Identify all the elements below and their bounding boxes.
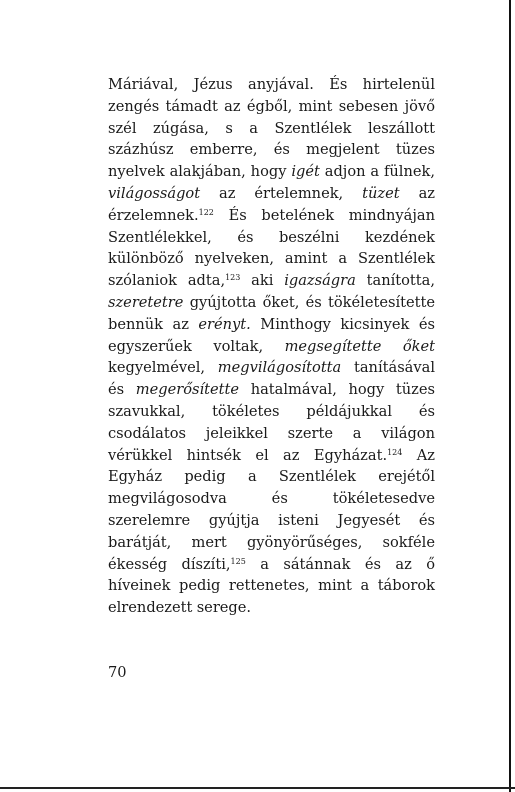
text-run: És betelének mindnyájan Szentlélekkel, és beszélni kezdének különböző nyelveken, amint a Szentlélek szólaniok adta, <box>108 206 435 290</box>
page-edge-right <box>509 0 511 792</box>
footnote-ref: 124 <box>387 447 403 457</box>
italic-run: tüzet <box>362 184 400 202</box>
page-number: 70 <box>108 664 127 681</box>
text-run: tanításával és <box>108 359 435 399</box>
text-run: a sátánnak és az ő híveinek pedig rettenetes, mint a táborok elrendezett serege. <box>108 555 435 617</box>
italic-run: megerősítette <box>135 381 240 399</box>
text-run: Minthogy kicsinyek és egyszerűek voltak, <box>108 315 435 355</box>
footnote-ref: 125 <box>230 556 246 566</box>
text-run: az értelemnek, <box>200 184 363 202</box>
footnote-ref: 123 <box>225 273 241 283</box>
text-run: adjon a fülnek, <box>319 163 435 181</box>
italic-run: megsegítette őket <box>284 337 435 355</box>
text-run: aki <box>240 272 285 290</box>
italic-run: igét <box>291 163 320 181</box>
italic-run: erényt. <box>198 315 251 333</box>
text-run: az érzelemnek. <box>108 184 435 224</box>
text-run: hatalmával, hogy tüzes szavukkal, tökéletes példájukkal és csodálatos jeleikkel szerte a világon vérükkel hintsék el az Egyházat. <box>108 381 435 464</box>
text-run: gyújtotta őket, és tökéletesítette bennük az <box>108 293 435 333</box>
text-run: kegyelmével, <box>108 359 218 377</box>
footnote-ref: 122 <box>198 207 214 217</box>
italic-run: megvilágosította <box>217 359 342 377</box>
text-run: Az Egyház pedig a Szentlélek erejétől megvilágosodva és tökéletesedve szerelemre gyújtja isteni Jegyesét és barátját, mert gyönyörűséges, sokféle ékesség díszíti, <box>108 446 435 573</box>
text-run: tanította, <box>355 272 435 290</box>
body-text <box>108 74 435 619</box>
italic-run: szeretetre <box>108 293 184 311</box>
italic-run: igazságra <box>284 272 356 290</box>
text-run: Máriával, Jézus anyjával. És hirtelenül zengés támadt az égből, mint sebesen jövő szél zúgása, s a Szentlélek leszállott százhúsz emberre, és megjelent tüzes nyelvek alakjában, hogy <box>108 76 435 181</box>
page-edge-bottom <box>0 787 515 789</box>
italic-run: világosságot <box>108 184 201 202</box>
paragraph <box>108 74 435 619</box>
